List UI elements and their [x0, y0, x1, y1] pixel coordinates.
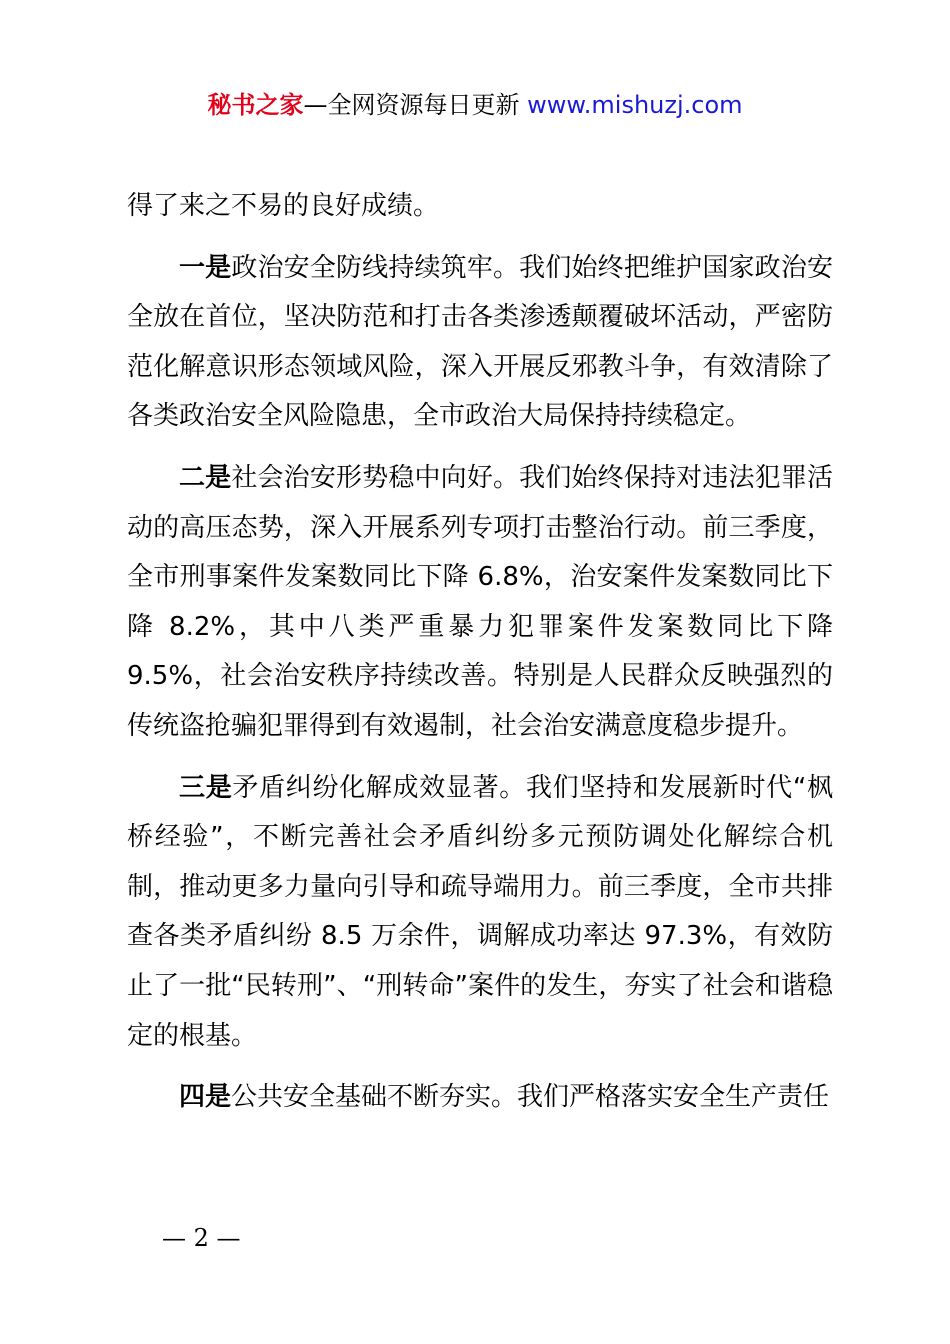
document-body: [127, 182, 833, 1135]
paragraph-text: 得了来之不易的良好成绩。: [127, 191, 440, 221]
site-url-link[interactable]: www.mishuzj.com: [527, 91, 743, 119]
paragraph-lead: 二是: [179, 462, 232, 493]
paragraph-text: 矛盾纠纷化解成效显著。我们坚持和发展新时代“枫桥经验”，不断完善社会矛盾纠纷多元预防调处化解综合机制，推动更多力量向引导和疏导端用力。前三季度，全市共排查各类矛盾纠纷 8.5 万余件，调解成功率达 97.3%，有效防止了一批“民转刑”、“刑转命”案件的发生，夯实了社会和谐稳定的根基。: [127, 772, 833, 1051]
paragraph-point-4: [127, 1073, 833, 1123]
paragraph-point-1: [127, 244, 833, 442]
header-tagline: —全网资源每日更新: [303, 91, 528, 119]
site-header: [0, 88, 950, 122]
paragraph-text: 公共安全基础不断夯实。我们严格落实安全生产责任: [231, 1082, 830, 1113]
paragraph-point-2: [127, 454, 833, 752]
page-number: — 2 —: [162, 1224, 241, 1252]
paragraph-text: 政治安全防线持续筑牢。我们始终把维护国家政治安全放在首位，坚决防范和打击各类渗透颠覆破坏活动，严密防范化解意识形态领域风险，深入开展反邪教斗争，有效清除了各类政治安全风险隐患，全市政治大局保持持续稳定。: [127, 252, 833, 432]
brand-name: 秘书之家: [207, 91, 304, 119]
paragraph-lead: 三是: [179, 772, 233, 803]
paragraph-lead: 四是: [179, 1082, 232, 1113]
paragraph-lead: 一是: [179, 252, 232, 283]
paragraph-text: 社会治安形势稳中向好。我们始终保持对违法犯罪活动的高压态势，深入开展系列专项打击整治行动。前三季度，全市刑事案件发案数同比下降 6.8%，治安案件发案数同比下降 8.2%，其中八类严重暴力犯罪案件发案数同比下降 9.5%，社会治安秩序持续改善。特别是人民群众反映强烈的传统盗抢骗犯罪得到有效遏制，社会治安满意度稳步提升。: [127, 462, 833, 741]
paragraph-continuation: [127, 182, 833, 232]
paragraph-point-3: [127, 764, 833, 1062]
